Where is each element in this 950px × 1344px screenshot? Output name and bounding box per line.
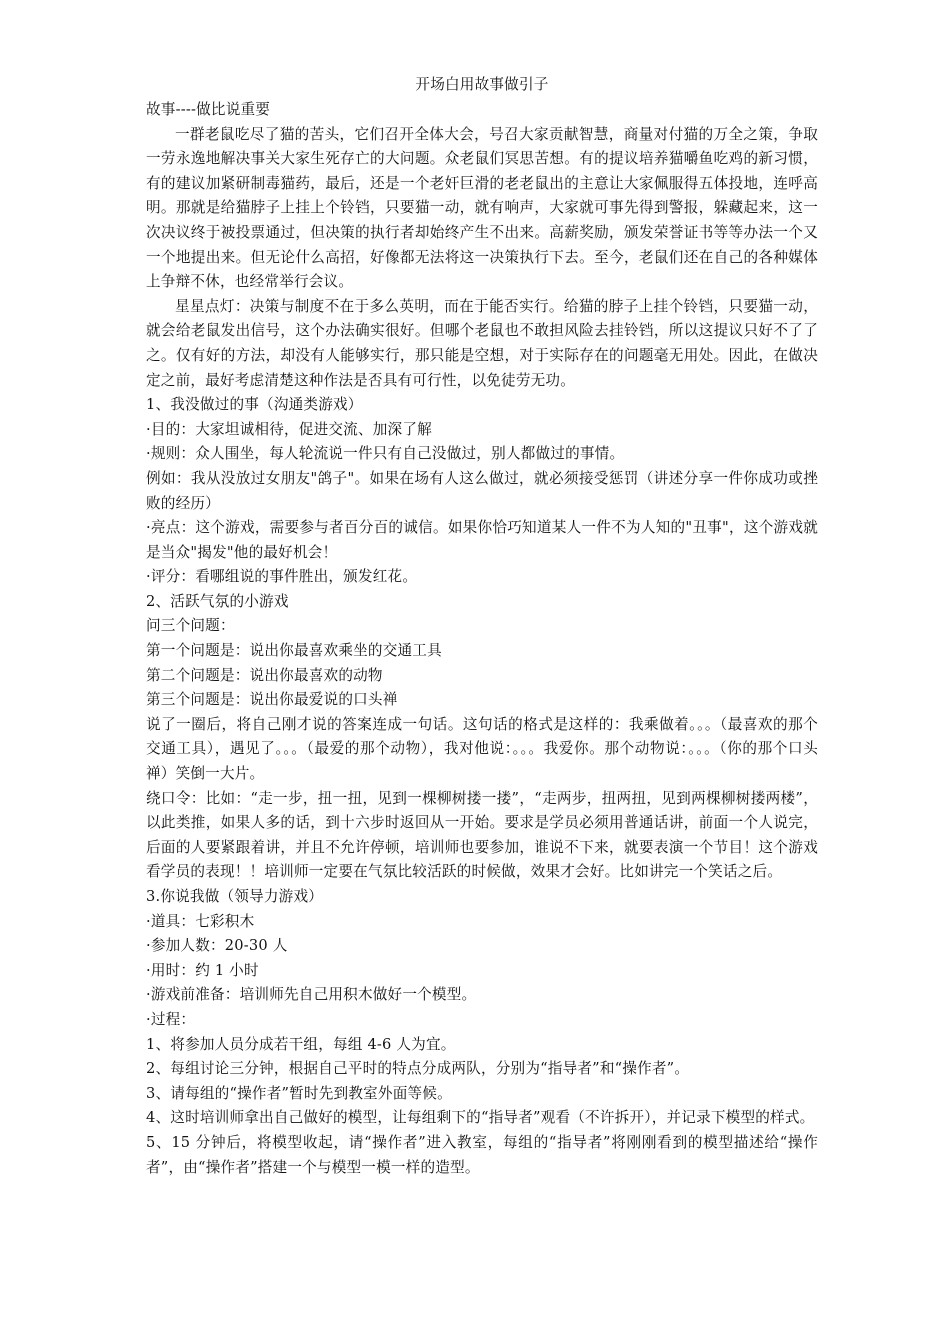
- game-3-step-3: 3、请每组的“操作者”暂时先到教室外面等候。: [146, 1084, 452, 1102]
- game-1-example: 例如：我从没放过女朋友"鸽子"。如果在场有人这么做过，就必须接受惩罚（讲述分享一件你成功或挫败的经历）: [146, 469, 818, 512]
- game-1-highlight: ·亮点：这个游戏，需要参与者百分百的诚信。如果你恰巧知道某人一件不为人知的"丑事"，这个游戏就是当众"揭发"他的最好机会！: [146, 519, 818, 561]
- story-commentary: 星星点灯：决策与制度不在于多么英明，而在于能否实行。给猫的脖子上挂个铃铛，只要猫一动，就会给老鼠发出信号，这个办法确实很好。但哪个老鼠也不敢担风险去挂铃铛，所以这提议只好不了了之。仅有好的方法，却没有人能够实行，那只能是空想，对于实际存在的问题毫无用处。因此，在做决定之前，最好考虑清楚这种作法是否具有可行性，以免徒劳无功。: [146, 297, 818, 389]
- document-page: [146, 72, 818, 1180]
- tongue-twister-paragraph: 绕口令：比如：“走一步，扭一扭，见到一棵柳树搂一搂”，“走两步，扭两扭，见到两棵柳树搂两楼”，以此类推，如果人多的话，到十六步时返回从一开始。要求是学员必须用普通话讲，前面一个人说完，后面的人要紧跟着讲，并且不允许停顿，培训师也要参加，谁说不下来，就要表演一个节目！这个游戏看学员的表现！！培训师一定要在气氛比较活跃的时候做，效果才会好。比如讲完一个笑话之后。: [146, 789, 818, 881]
- game-3-step-2: 2、每组讨论三分钟，根据自己平时的特点分成两队，分别为“指导者”和“操作者”。: [146, 1060, 690, 1078]
- story-paragraph: 一群老鼠吃尽了猫的苦头，它们召开全体大会，号召大家贡献智慧，商量对付猫的万全之策，争取一劳永逸地解决事关大家生死存亡的大问题。众老鼠们冥思苦想。有的提议培养猫嚼鱼吃鸡的新习惯，有的建议加紧研制毒猫药，最后，还是一个老奸巨滑的老老鼠出的主意让大家佩服得五体投地，连呼高明。那就是给猫脖子上挂上个铃铛，只要猫一动，就有响声，大家就可事先得到警报，躲藏起来，这一次决议终于被投票通过，但决策的执行者却始终产生不出来。高薪奖励，颁发荣誉证书等等办法一个又一个地提出来。但无论什么高招，好像都无法将这一决策执行下去。至今，老鼠们还在自己的各种媒体上争辩不休，也经常举行会议。: [146, 125, 818, 291]
- game-3-step-4: 4、这时培训师拿出自己做好的模型，让每组剩下的“指导者”观看（不许拆开），并记录下模型的样式。: [146, 1109, 815, 1127]
- document-title: 开场白用故事做引子: [415, 76, 549, 93]
- game-2-question-1: 第一个问题是：说出你最喜欢乘坐的交通工具: [146, 642, 442, 660]
- game-3-participants: ·参加人数：20-30 人: [146, 937, 288, 955]
- game-3-step-5: 5、15 分钟后，将模型收起，请“操作者”进入教室，每组的“指导者”将刚刚看到的模型描述给“操作者”，由“操作者”搭建一个与模型一模一样的造型。: [146, 1133, 818, 1176]
- game-1-purpose: ·目的：大家坦诚相待，促进交流、加深了解: [146, 420, 432, 438]
- game-3-duration: ·用时：约 1 小时: [146, 961, 259, 979]
- game-3-step-1: 1、将参加人员分成若干组，每组 4-6 人为宜。: [146, 1035, 456, 1053]
- game-2-intro: 问三个问题：: [146, 617, 235, 635]
- game-2-heading: 2、活跃气氛的小游戏: [146, 592, 289, 610]
- game-3-heading: 3.你说我做（领导力游戏）: [146, 888, 324, 905]
- game-1-rules: ·规则：众人围坐，每人轮流说一件只有自己没做过，别人都做过的事情。: [146, 445, 625, 463]
- story-heading: 故事----做比说重要: [146, 101, 271, 118]
- game-2-description: 说了一圈后，将自己刚才说的答案连成一句话。这句话的格式是这样的：我乘做着。。。（最喜欢的那个交通工具），遇见了。。。（最爱的那个动物），我对他说：。。。我爱你。那个动物说：。。。（你的那个口头禅）笑倒一大片。: [146, 715, 818, 783]
- game-1-scoring: ·评分：看哪组说的事件胜出，颁发红花。: [146, 568, 418, 586]
- game-3-process-heading: ·过程：: [146, 1010, 196, 1028]
- game-2-question-2: 第二个问题是：说出你最喜欢的动物: [146, 666, 383, 684]
- game-3-preparation: ·游戏前准备：培训师先自己用积木做好一个模型。: [146, 986, 477, 1004]
- game-1-heading: 1、我没做过的事（沟通类游戏）: [146, 396, 363, 414]
- game-2-question-3: 第三个问题是：说出你最爱说的口头禅: [146, 691, 398, 709]
- game-3-props: ·道具：七彩积木: [146, 912, 255, 930]
